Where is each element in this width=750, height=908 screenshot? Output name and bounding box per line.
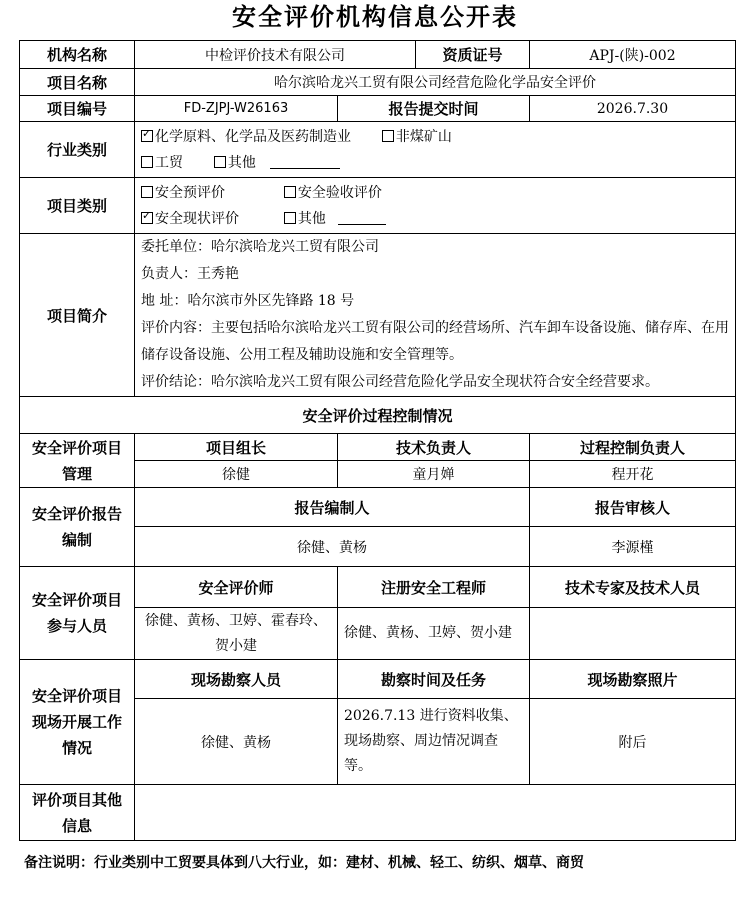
project-code-label: 项目编号 — [20, 96, 135, 122]
intro-client: 委托单位：哈尔滨哈龙兴工贸有限公司 — [141, 239, 379, 255]
intro-conclusion: 评价结论：哈尔滨哈龙兴工贸有限公司经营危险化学品安全现状符合安全经营要求。 — [141, 374, 659, 390]
checkbox-icon — [214, 156, 226, 168]
tech-lead-value: 童月婵 — [338, 461, 530, 488]
project-type-options — [135, 178, 736, 234]
report-author-header: 报告编制人 — [135, 488, 530, 527]
other-blank-line — [270, 168, 340, 169]
intro-content-text: 评价内容：主要包括哈尔滨哈龙兴工贸有限公司的经营场所、汽车卸车设备设施、储存库、在用储存设备设施、公用工程及辅助设施和安全管理等。 — [141, 320, 729, 363]
checkbox-icon — [141, 186, 153, 198]
surveyor-value: 徐健、黄杨 — [135, 699, 338, 785]
page-title: 安全评价机构信息公开表 — [232, 2, 518, 31]
checkbox-icon — [284, 186, 296, 198]
report-reviewer-value: 李源槿 — [530, 527, 736, 567]
type-option-acceptance: 安全验收评价 — [297, 184, 382, 201]
intro-manager: 负责人：王秀艳 — [141, 266, 239, 282]
other-info-label: 评价项目其他信息 — [20, 785, 135, 841]
project-type-label: 项目类别 — [20, 178, 135, 234]
intro-address: 地 址：哈尔滨市外区先锋路 18 号 — [141, 293, 355, 309]
cert-label: 资质证号 — [416, 41, 530, 69]
survey-photo-value: 附后 — [530, 699, 736, 785]
industry-label: 行业类别 — [20, 122, 135, 178]
expert-header: 技术专家及技术人员 — [530, 567, 736, 608]
engineer-header: 注册安全工程师 — [338, 567, 530, 608]
org-name-label: 机构名称 — [20, 41, 135, 69]
site-label: 安全评价项目现场开展工作情况 — [20, 660, 135, 785]
intro-label: 项目简介 — [20, 234, 135, 397]
intro-content — [135, 234, 736, 397]
type-option-other: 其他 — [297, 210, 326, 227]
project-name-label: 项目名称 — [20, 69, 135, 96]
project-code-value: FD-ZJPJ-W26163 — [135, 96, 338, 122]
process-ctrl-value: 程开花 — [530, 461, 736, 488]
checkbox-icon — [141, 156, 153, 168]
report-author-value: 徐健、黄杨 — [135, 527, 530, 567]
engineer-value: 徐健、黄杨、卫婷、贺小建 — [338, 608, 530, 660]
other-info-value — [135, 785, 736, 841]
submit-date-value: 2026.7.30 — [530, 96, 736, 122]
footnote: 备注说明：行业类别中工贸要具体到八大行业，如：建材、机械、轻工、纺织、烟草、商贸 — [24, 855, 584, 871]
checkbox-icon-checked — [141, 130, 153, 142]
leader-header: 项目组长 — [135, 434, 338, 461]
industry-option-trade: 工贸 — [155, 154, 183, 171]
cert-value: APJ-(陕)-002 — [530, 41, 736, 69]
org-name-value: 中检评价技术有限公司 — [135, 41, 416, 69]
expert-value — [530, 608, 736, 660]
industry-option-mining: 非煤矿山 — [395, 128, 452, 145]
leader-value: 徐健 — [135, 461, 338, 488]
process-section-title: 安全评价过程控制情况 — [20, 397, 736, 434]
project-name-value: 哈尔滨哈龙兴工贸有限公司经营危险化学品安全评价 — [135, 69, 736, 96]
industry-option-chemical: 化学原料、化学品及医药制造业 — [155, 128, 351, 145]
surveyor-header: 现场勘察人员 — [135, 660, 338, 699]
other-blank-line — [338, 224, 386, 225]
industry-option-other: 其他 — [227, 154, 256, 171]
survey-photo-header: 现场勘察照片 — [530, 660, 736, 699]
submit-date-label: 报告提交时间 — [338, 96, 530, 122]
mgmt-label: 安全评价项目管理 — [20, 434, 135, 488]
assessor-value: 徐健、黄杨、卫婷、霍春玲、贺小建 — [135, 608, 338, 660]
tech-lead-header: 技术负责人 — [338, 434, 530, 461]
staff-label: 安全评价项目参与人员 — [20, 567, 135, 660]
type-option-current: 安全现状评价 — [155, 210, 239, 227]
checkbox-icon-checked — [141, 212, 153, 224]
assessor-header: 安全评价师 — [135, 567, 338, 608]
checkbox-icon — [382, 130, 394, 142]
survey-time-value: 2026.7.13 进行资料收集、现场勘察、周边情况调查等。 — [338, 699, 530, 785]
survey-time-header: 勘察时间及任务 — [338, 660, 530, 699]
industry-options — [135, 122, 736, 178]
report-label: 安全评价报告编制 — [20, 488, 135, 567]
info-table — [19, 40, 736, 841]
report-reviewer-header: 报告审核人 — [530, 488, 736, 527]
checkbox-icon — [284, 212, 296, 224]
process-ctrl-header: 过程控制负责人 — [530, 434, 736, 461]
type-option-pre: 安全预评价 — [155, 184, 225, 201]
